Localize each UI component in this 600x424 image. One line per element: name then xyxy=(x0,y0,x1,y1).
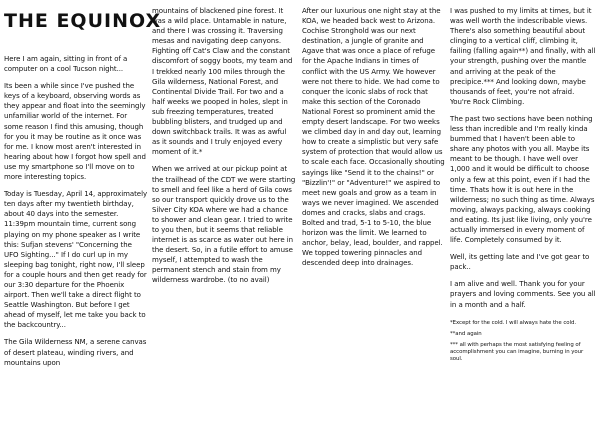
paragraph: I am alive and well. Thank you for your prayers and loving comments. See you all in a month and a half. xyxy=(450,280,596,309)
column-2 xyxy=(152,6,296,293)
column-4 xyxy=(450,6,596,368)
paragraph: After our luxurious one night stay at the KOA, we headed back west to Arizona. Cochise Stronghold was our next destination, a jungle of granite and Agave that was once a place of refuge for the Apache Indians in times of conflict with the US Army. We however were not there to hide. We had come to conquer the iconic slabs of rock that make this section of the Coronado National Forest so prominent amid the empty desert landscape. For two weeks we climbed day in and day out, learning how to create a simplistic but very safe system of protection that would allow us to scale each face. Occasionally shouting sayings like "Send it to the chains!" or "Bizzlin'!" or "Adventure!" we aspired to meet new goals and grow as a team in ways we never imagined. We ascended domes and cracks, slabs and crags. Bolted and trad, 5-1 to 5-10, the blue horizon was the limit. We learned to anchor, belay, lead, boulder, and rappel. We topped towering pinnacles and descended deep into drainages. xyxy=(302,7,445,268)
column-3 xyxy=(302,6,446,275)
footnote: *** all with perhaps the most satisfying feeling of accomplishment you can imagine, burning in your soul. xyxy=(450,342,584,363)
paragraph: When we arrived at our pickup point at the trailhead of the CDT we were starting to smell and feel like a herd of Gila cows so our transport quickly drove us to the Silver City KOA where we had a chance to shower and clean gear. I tried to write to you then, but it seems that reliable internet is as scarce as water out here in the desert. So, in a futile effort to amuse myself, I attempted to wash the permanent stench and stain from my wilderness wardrobe. (to no avail) xyxy=(152,165,296,285)
paragraph: I was pushed to my limits at times, but it was well worth the indescribable views. There's also something beautiful about clinging to a vertical cliff, climbing it, failing (falling again**) and finally, with all your strength, pushing over the mantle and arriving at the peak of the precipice.*** And looking down, maybe thousands of feet, you're not afraid. You're Rock Climbing. xyxy=(450,7,596,106)
paragraph: Well, its getting late and I've got gear to pack.. xyxy=(450,253,590,272)
paragraph: Today is Tuesday, April 14, approximately ten days after my twentieth birthday, about 40 days into the semester. 11:39pm mountain time, current song playing on my phone speaker as I write this: Sufjan stevens' "Concerning the UFO Sighting..." If I do curl up in my sleeping bag tonight, right now, I'll sleep for a couple hours and then get ready for our 3:30 departure for the Phoenix airport. Then we'll take a direct flight to Seattle Washington. But before I get ahead of myself, let me take you back to the backcountry... xyxy=(4,190,148,330)
paragraph: Its been a while since I've pushed the keys of a keyboard, observing words as they appear and float into the seemingly unfamiliar world of the internet. For some reason I find this amusing, though for you it may be routine as it once was for me. I know most aren't interested in hearing about how I forgot how spell and use my smartphone so I'll move on to more interesting topics. xyxy=(4,82,146,182)
footnote: *Except for the cold. I will always hate the cold. xyxy=(450,319,576,326)
paragraph: The past two sections have been nothing less than incredible and I'm really kinda bummed that I haven't been able to share any photos with you all. Maybe its meant to be though. I have well over 1,000 and it would be difficult to choose only a few at this point, even if I had the time. Thats how it is out here in the wilderness; no such thing as time. Always moving, always packing, always cooking and eating. Its just like living, only you're actually immersed in every moment of life. Completely consumed by it. xyxy=(450,114,595,245)
paragraph: mountains of blackened pine forest. It was a wild place. Untamable in nature, and there I was crossing it. Traversing mesas and navigating deep canyons. Fighting off Cat's Claw and the constant discomfort of soggy boots, my team and I trekked nearly 100 miles through the Gila wilderness, National Forest, and Continental Divide Trail. For two and a half weeks we pooped in holes, slept in sub freezing temperatures, treated bubbling blisters, and trudged up and down switchback trails. It was as awful as it sounds and I truly enjoyed every moment of it.* xyxy=(152,7,293,157)
column-1 xyxy=(4,54,148,375)
page-title: THE EQUINOX xyxy=(4,10,162,32)
paragraph: The Gila Wilderness NM, a serene canvas of desert plateau, winding rivers, and mountains upon xyxy=(4,338,147,367)
footnote: **and again xyxy=(450,330,482,337)
paragraph: Here I am again, sitting in front of a computer on a cool Tucson night... xyxy=(4,55,128,74)
